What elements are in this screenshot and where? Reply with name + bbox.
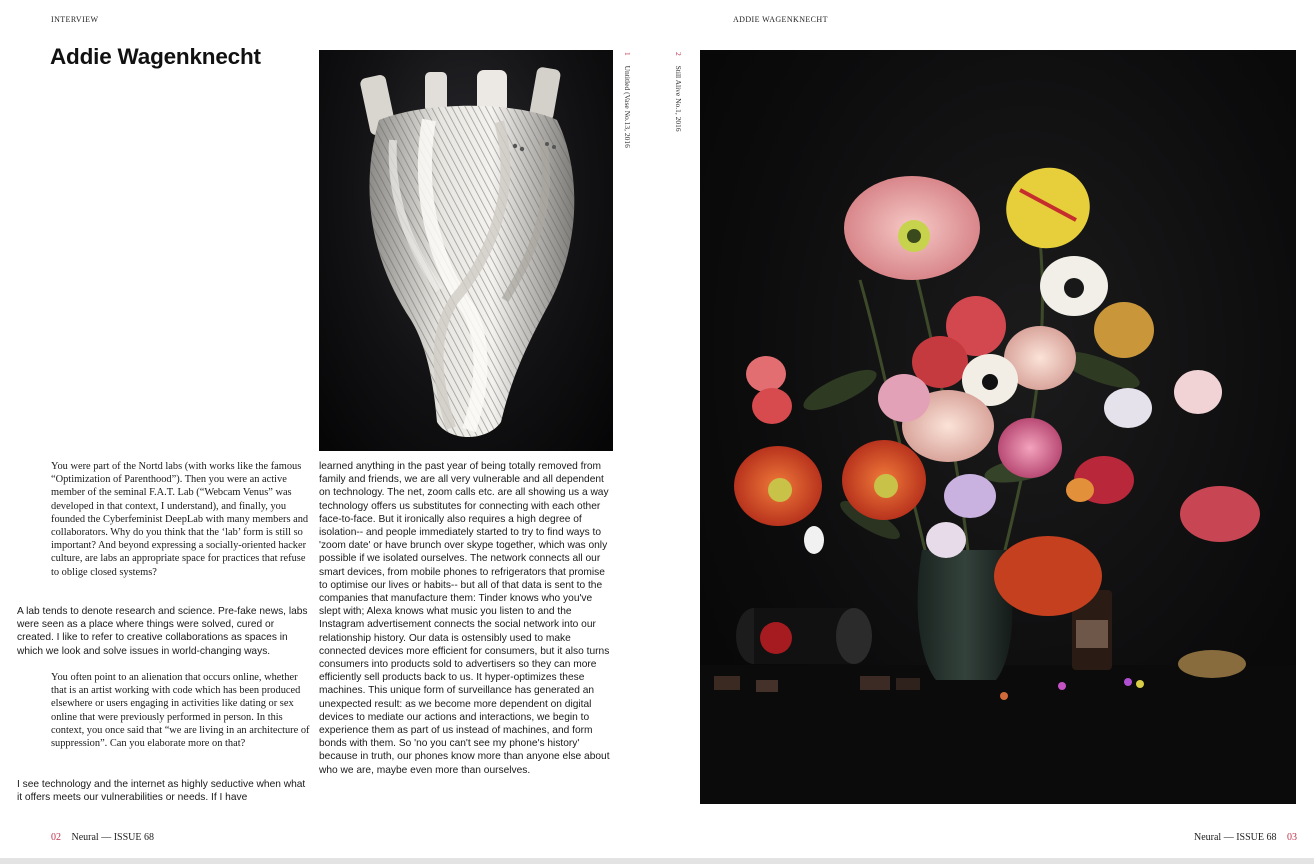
answer-2-start-text: I see technology and the internet as highly seductive when what it offers meets our vulnerabilities or needs. If I have: [17, 779, 306, 804]
caption-2: [674, 52, 683, 132]
question-1-text: You were part of the Nortd labs (with works like the famous “Optimization of Parenthood”). Then you were an active member of the seminal F.A.T. Lab (“Webcam Venus” was developed in that context, I understand), and finally, you founded the Cyberfeminist DeepLab with many members and collaborators. Why do you think that the ‘lab’ form is still so important? And beyond expressing a socially-oriented hacker culture, are labs an appropriate space for practices that refuse to oblige closed systems?: [51, 461, 309, 578]
page-number-right: 03: [1287, 832, 1297, 843]
question-2: [51, 671, 313, 750]
caption-1-text: Untitled (Vase No.13, 2016: [623, 65, 632, 148]
vase-sculpture-photo: [319, 50, 613, 451]
viewer-bottom-edge: [0, 858, 1314, 864]
footer-left-text: Neural — ISSUE 68: [71, 832, 154, 843]
answer-2-start: [17, 778, 313, 804]
flower-still-life-photo: [700, 50, 1296, 804]
answer-1: [17, 605, 313, 658]
answer-2-continued-text: learned anything in the past year of being totally removed from family and friends, we are all very vulnerable and all dependent on technology. The net, zoom calls etc. are all showing us a way technology offers us substitutes for connecting with each other face-to-face. But it ironically also requires a high degree of isolation-- and people immediately started to try to find ways to 'zoom date' or have brunch over skype together, which was only possible if we isolated ourselves. The network connects all our smart devices, from mobile phones to refrigerators that promise to optimise our lives or habits-- but all of that data is sent to the companies that manufacture them: Tinder knows who you've slept with; Alexa knows what music you listen to and the Instagram advertisement connects the social network into our relationship history. Our data is ostensibly used to make connected devices more efficient for consumers, but it also turns consumers into products sold to advertisers so they can more efficiently sell products back to us. It hyper-optimizes these machines. This unique form of surveillance has generated an unexpected result: as we become more dependent on digital devices to mediate our actions and interactions, we begin to experience them as part of us instead of machines, and form bonds with them. So 'no you can't see my phone's history' because in truth, our phones know more than anyone else about who we are, maybe even more than ourselves.: [319, 461, 610, 776]
running-head: ADDIE WAGENKNECHT: [733, 15, 828, 24]
caption-2-number: 2: [674, 52, 683, 56]
caption-1-number: 1: [623, 52, 632, 56]
footer-right: [1194, 832, 1297, 843]
caption-1: [623, 52, 632, 148]
answer-2-continued: [319, 460, 614, 777]
question-1: [51, 460, 313, 579]
page-number-left: 02: [51, 832, 61, 843]
footer-right-text: Neural — ISSUE 68: [1194, 832, 1277, 843]
section-label: INTERVIEW: [51, 15, 99, 24]
answer-1-text: A lab tends to denote research and science. Pre-fake news, labs were seen as a place where things were solved, cured or created. I like to refer to creative collaborations as spaces in which we look and solve issues in world-changing ways.: [17, 606, 308, 657]
vase-illustration: [319, 50, 613, 451]
footer-left: [51, 832, 154, 843]
flower-illustration: [700, 50, 1296, 804]
caption-2-text: Still Alive No.1, 2016: [674, 65, 683, 132]
page-title: Addie Wagenknecht: [50, 44, 261, 69]
question-2-text: You often point to an alienation that occurs online, whether that is an artist working with code which has been produced elsewhere or users engaging in activities like dating or sex online that were previously performed in person. In this context, you once said that “we are living in an architecture of suppression”. Can you elaborate more on that?: [51, 672, 310, 750]
